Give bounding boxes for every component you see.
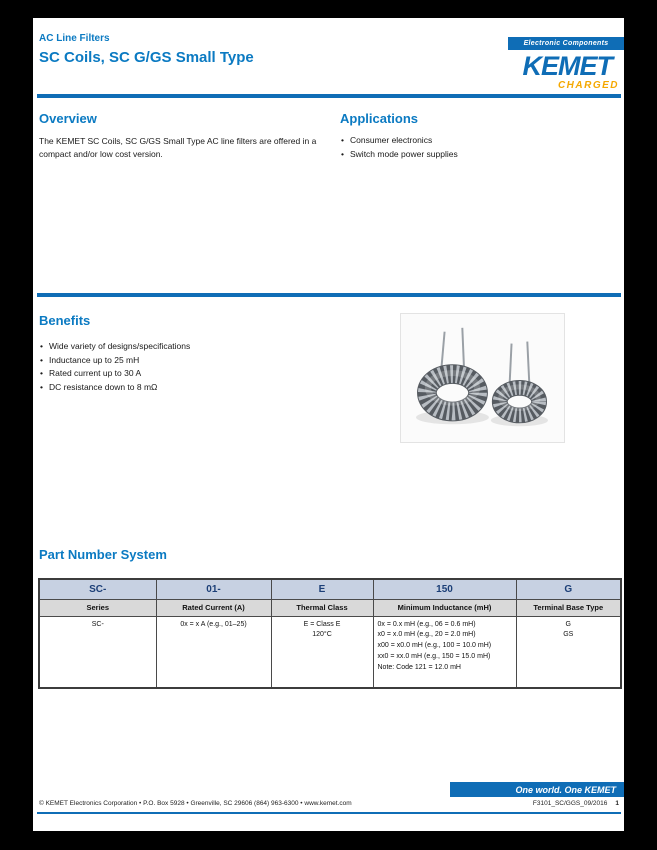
page-title: SC Coils, SC G/GS Small Type xyxy=(39,49,254,66)
pn-label-terminal: Terminal Base Type xyxy=(516,599,621,616)
overview-heading: Overview xyxy=(39,111,97,126)
footer-text-row xyxy=(39,800,619,807)
toroid-coils-image xyxy=(401,314,564,442)
applications-item: • Consumer electronics xyxy=(340,134,458,148)
part-number-heading: Part Number System xyxy=(39,547,167,562)
pn-value-thermal xyxy=(271,616,373,688)
pn-thermal-line: 120°C xyxy=(312,631,332,639)
pn-label-inductance: Minimum Inductance (mH) xyxy=(373,599,516,616)
applications-heading: Applications xyxy=(340,111,419,126)
pn-code-current: 01- xyxy=(156,579,271,599)
part-number-table xyxy=(38,578,622,689)
pn-inductance-line: 0x = 0.x mH (e.g., 06 = 0.6 mH) xyxy=(377,620,476,628)
footer-doc-info xyxy=(533,800,619,807)
applications-item: • Switch mode power supplies xyxy=(340,148,458,162)
benefits-item: • DC resistance down to 8 mΩ xyxy=(39,381,190,395)
footer-divider xyxy=(37,812,621,814)
benefits-heading: Benefits xyxy=(39,313,91,328)
product-photo xyxy=(400,313,565,443)
footer-copyright: © KEMET Electronics Corporation • P.O. Box 5928 • Greenville, SC 29606 (864) 963-6300 • www.kemet.com xyxy=(39,800,352,807)
pn-value-series: SC- xyxy=(39,616,156,688)
datasheet-page xyxy=(33,18,624,831)
pn-code-series: SC- xyxy=(39,579,156,599)
pn-value-row xyxy=(39,616,621,688)
pn-code-row xyxy=(39,579,621,599)
pn-value-current: 0x = x A (e.g., 01–25) xyxy=(156,616,271,688)
pn-inductance-line: x0 = x.0 mH (e.g., 20 = 2.0 mH) xyxy=(377,631,476,639)
benefits-item: • Wide variety of designs/specifications xyxy=(39,340,190,354)
pn-value-inductance xyxy=(373,616,516,688)
page-number: 1 xyxy=(615,800,619,807)
pn-inductance-line: xx0 = xx.0 mH (e.g., 150 = 15.0 mH) xyxy=(377,653,491,661)
pn-inductance-line: Note: Code 121 = 12.0 mH xyxy=(377,663,461,671)
header-divider xyxy=(37,94,621,98)
footer-doc-code: F3101_SC/GGS_09/2016 xyxy=(532,800,608,807)
kemet-logo: KEMET xyxy=(522,51,612,81)
section-divider xyxy=(37,293,621,297)
pn-label-current: Rated Current (A) xyxy=(156,599,271,616)
applications-list xyxy=(340,134,458,161)
pn-thermal-line: E = Class E xyxy=(303,620,341,628)
pn-terminal-line: G xyxy=(565,620,571,628)
pn-label-row xyxy=(39,599,621,616)
pn-label-series: Series xyxy=(39,599,156,616)
category-label: AC Line Filters xyxy=(39,33,110,44)
brand-tagline-bar: Electronic Components xyxy=(508,37,624,50)
pn-terminal-line: GS xyxy=(563,631,574,639)
overview-body: The KEMET SC Coils, SC G/GS Small Type AC line filters are offered in a compact and/or low cost version. xyxy=(39,136,317,159)
benefits-list xyxy=(39,340,190,394)
pn-code-inductance: 150 xyxy=(373,579,516,599)
pn-inductance-line: x00 = x0.0 mH (e.g., 100 = 10.0 mH) xyxy=(377,642,492,650)
pn-label-thermal: Thermal Class xyxy=(271,599,373,616)
pn-code-terminal: G xyxy=(516,579,621,599)
charged-wordmark: CHARGED xyxy=(557,80,619,91)
footer-tagline-bar: One world. One KEMET xyxy=(450,782,624,797)
pn-code-thermal: E xyxy=(271,579,373,599)
pn-value-terminal xyxy=(516,616,621,688)
benefits-item: • Inductance up to 25 mH xyxy=(39,354,190,368)
benefits-item: • Rated current up to 30 A xyxy=(39,367,190,381)
